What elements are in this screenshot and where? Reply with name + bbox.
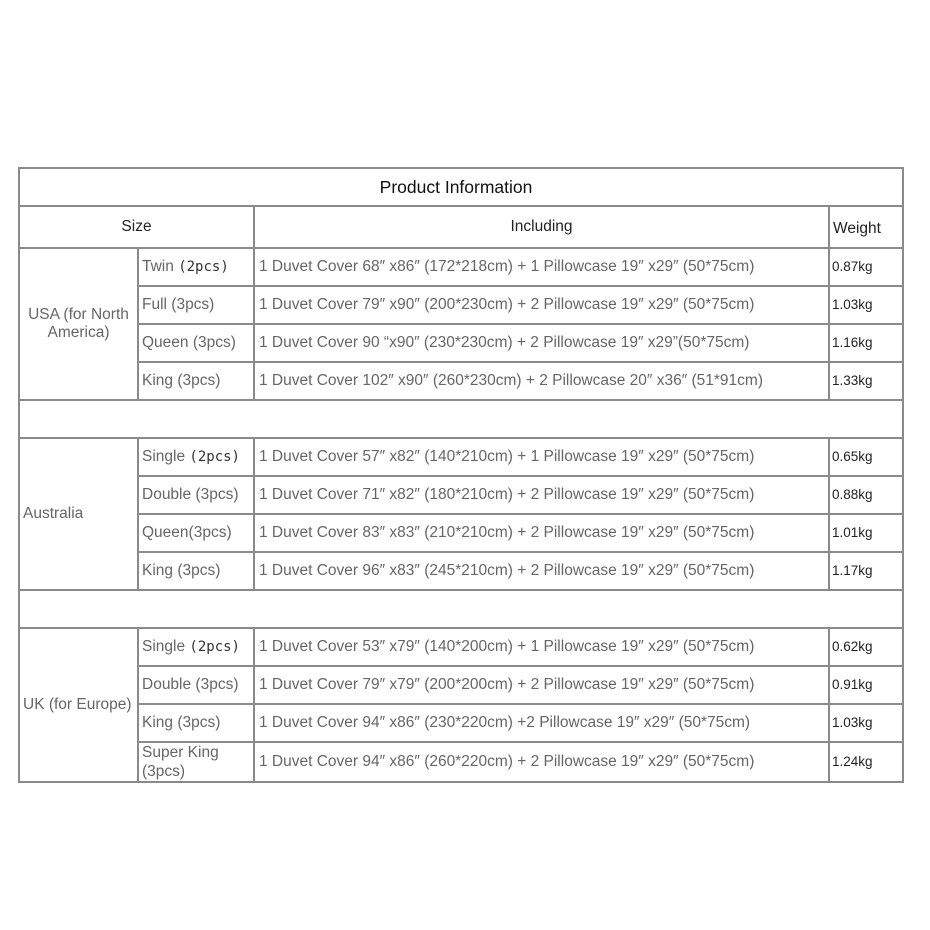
including-cell: 1 Duvet Cover 71″ x82″ (180*210cm) + 2 Pillowcase 19″ x29″ (50*75cm) [254, 476, 829, 514]
weight-cell: 1.33kg [829, 362, 903, 400]
weight-cell: 1.03kg [829, 286, 903, 324]
size-cell: Queen(3pcs) [138, 514, 254, 552]
title-row [19, 168, 903, 206]
table-title: Product Information [19, 168, 903, 206]
table-row [19, 666, 903, 704]
region-australia: Australia [19, 438, 138, 590]
size-cell: Queen (3pcs) [138, 324, 254, 362]
including-cell: 1 Duvet Cover 79″ x79″ (200*200cm) + 2 Pillowcase 19″ x29″ (50*75cm) [254, 666, 829, 704]
weight-cell: 0.91kg [829, 666, 903, 704]
table-row [19, 514, 903, 552]
table-row [19, 552, 903, 590]
weight-cell: 0.87kg [829, 248, 903, 286]
including-cell: 1 Duvet Cover 90 “x90″ (230*230cm) + 2 Pillowcase 19″ x29”(50*75cm) [254, 324, 829, 362]
spacer-cell [19, 590, 903, 628]
header-weight: Weight [829, 206, 903, 248]
weight-cell: 1.03kg [829, 704, 903, 742]
including-cell: 1 Duvet Cover 83″ x83″ (210*210cm) + 2 Pillowcase 19″ x29″ (50*75cm) [254, 514, 829, 552]
size-cell: King (3pcs) [138, 362, 254, 400]
weight-cell: 1.16kg [829, 324, 903, 362]
header-including: Including [254, 206, 829, 248]
table-row [19, 742, 903, 782]
size-cell [138, 628, 254, 666]
weight-cell: 0.62kg [829, 628, 903, 666]
product-information-table [18, 167, 904, 783]
region-usa: USA (for North America) [19, 248, 138, 400]
weight-cell: 0.65kg [829, 438, 903, 476]
size-cell: King (3pcs) [138, 704, 254, 742]
including-cell: 1 Duvet Cover 102″ x90″ (260*230cm) + 2 Pillowcase 20″ x36″ (51*91cm) [254, 362, 829, 400]
size-cell [138, 248, 254, 286]
table-row [19, 286, 903, 324]
including-cell: 1 Duvet Cover 94″ x86″ (260*220cm) + 2 Pillowcase 19″ x29″ (50*75cm) [254, 742, 829, 782]
size-cell [138, 438, 254, 476]
including-cell: 1 Duvet Cover 79″ x90″ (200*230cm) + 2 Pillowcase 19″ x29″ (50*75cm) [254, 286, 829, 324]
size-cell: Full (3pcs) [138, 286, 254, 324]
spacer-cell [19, 400, 903, 438]
size-label: Single [142, 638, 190, 655]
table-row [19, 362, 903, 400]
weight-cell: 1.17kg [829, 552, 903, 590]
table-row [19, 628, 903, 666]
spacer-row [19, 400, 903, 438]
table-row [19, 704, 903, 742]
size-count: (2pcs) [189, 639, 240, 655]
weight-cell: 1.01kg [829, 514, 903, 552]
region-uk: UK (for Europe) [19, 628, 138, 782]
size-count: (2pcs) [189, 449, 240, 465]
including-cell: 1 Duvet Cover 53″ x79″ (140*200cm) + 1 Pillowcase 19″ x29″ (50*75cm) [254, 628, 829, 666]
table-row [19, 438, 903, 476]
size-cell: Double (3pcs) [138, 666, 254, 704]
weight-cell: 1.24kg [829, 742, 903, 782]
size-count: (2pcs) [178, 259, 229, 275]
spacer-row [19, 590, 903, 628]
including-cell: 1 Duvet Cover 57″ x82″ (140*210cm) + 1 Pillowcase 19″ x29″ (50*75cm) [254, 438, 829, 476]
including-cell: 1 Duvet Cover 94″ x86″ (230*220cm) +2 Pillowcase 19″ x29″ (50*75cm) [254, 704, 829, 742]
table-row [19, 248, 903, 286]
size-cell: Double (3pcs) [138, 476, 254, 514]
size-label: Twin [142, 258, 179, 275]
weight-cell: 0.88kg [829, 476, 903, 514]
size-label: Single [142, 448, 190, 465]
product-information-table-wrap [18, 167, 904, 783]
header-row [19, 206, 903, 248]
including-cell: 1 Duvet Cover 68″ x86″ (172*218cm) + 1 Pillowcase 19″ x29″ (50*75cm) [254, 248, 829, 286]
table-row [19, 324, 903, 362]
including-cell: 1 Duvet Cover 96″ x83″ (245*210cm) + 2 Pillowcase 19″ x29″ (50*75cm) [254, 552, 829, 590]
header-size: Size [19, 206, 254, 248]
size-cell: Super King (3pcs) [138, 742, 254, 782]
size-cell: King (3pcs) [138, 552, 254, 590]
table-row [19, 476, 903, 514]
